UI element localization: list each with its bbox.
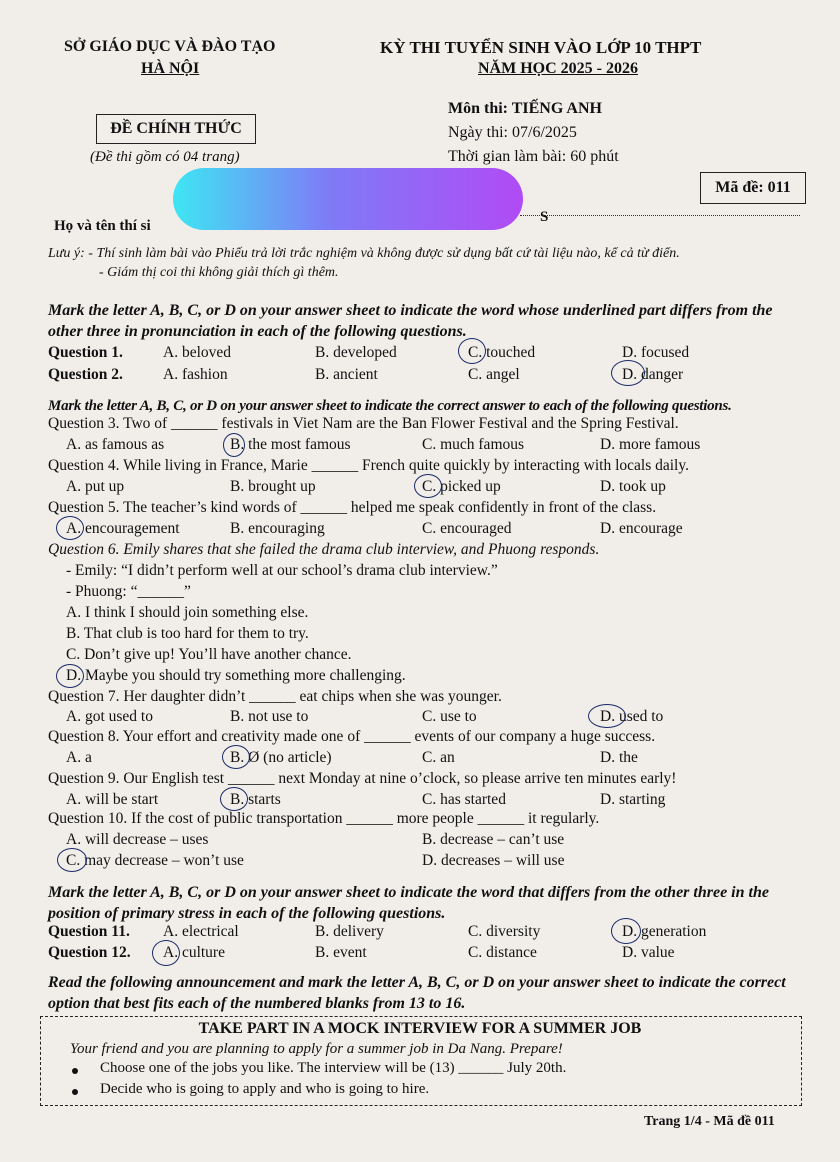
q5-option-d: D. encourage	[600, 520, 683, 537]
exam-date: Ngày thi: 07/6/2025	[448, 124, 577, 141]
question-5-stem: Question 5. The teacher’s kind words of ______ helped me speak confidently in front of the class.	[48, 499, 657, 516]
note-line-1: Lưu ý: - Thí sinh làm bài vào Phiếu trả lời trắc nghiệm và không được sử dụng bất cứ tài liệu nào, kể cả từ điển.	[48, 246, 680, 261]
q6-phuong-line: - Phuong: “______”	[66, 583, 191, 600]
q5-option-b: B. encouraging	[230, 520, 325, 537]
q7-option-a: A. got used to	[66, 708, 153, 725]
q11-option-c: C. diversity	[468, 923, 541, 940]
announcement-subtitle: Your friend and you are planning to apply for a summer job in Da Nang. Prepare!	[70, 1041, 563, 1057]
q8-option-a: A. a	[66, 749, 92, 766]
q2-option-c: C. angel	[468, 366, 520, 383]
redaction-mark	[173, 168, 523, 230]
answer-circle-q3	[223, 433, 245, 457]
answer-circle-q8	[222, 745, 250, 769]
q3-option-a: A. as famous as	[66, 436, 165, 453]
q5-option-c: C. encouraged	[422, 520, 512, 537]
q10-option-a: A. will decrease – uses	[66, 831, 209, 848]
q12-option-b: B. event	[315, 944, 367, 961]
q2-option-a: A. fashion	[163, 366, 228, 383]
q9-option-c: C. has started	[422, 791, 506, 808]
question-11-label: Question 11.	[48, 923, 130, 940]
q12-option-a: A. culture	[163, 944, 225, 961]
q5-option-a: A. encouragement	[66, 520, 180, 537]
question-9-stem: Question 9. Our English test ______ next Monday at nine o’clock, so please arrive ten minutes early!	[48, 770, 677, 787]
q8-option-b: B. Ø (no article)	[230, 749, 332, 766]
q6-option-a: A. I think I should join something else.	[66, 604, 309, 621]
answer-circle-q9	[220, 787, 248, 811]
question-4-stem: Question 4. While living in France, Marie ______ French quite quickly by interacting with locals daily.	[48, 457, 689, 474]
department-city: HÀ NỘI	[141, 60, 200, 77]
q4-option-c: C. picked up	[422, 478, 501, 495]
q11-option-b: B. delivery	[315, 923, 384, 940]
section1-instruction: Mark the letter A, B, C, or D on your answer sheet to indicate the word whose underlined part differs from the other three in pronunciation in each of the following questions.	[48, 302, 773, 340]
answer-circle-q2	[611, 360, 645, 386]
pages-note: (Đề thi gồm có 04 trang)	[90, 149, 240, 165]
q4-option-b: B. brought up	[230, 478, 316, 495]
q12-option-c: C. distance	[468, 944, 537, 961]
question-6-stem: Question 6. Emily shares that she failed the drama club interview, and Phuong responds.	[48, 541, 600, 558]
exam-code: Mã đề: 011	[700, 172, 806, 204]
q10-option-d: D. decreases – will use	[422, 852, 565, 869]
answer-circle-q4	[414, 474, 442, 498]
q3-option-c: C. much famous	[422, 436, 525, 453]
q8-option-c: C. an	[422, 749, 455, 766]
q7-option-c: C. use to	[422, 708, 477, 725]
page-footer: Trang 1/4 - Mã đề 011	[644, 1114, 775, 1129]
exam-title: KỲ THI TUYỂN SINH VÀO LỚP 10 THPT	[380, 38, 702, 57]
q9-option-b: B. starts	[230, 791, 281, 808]
answer-circle-q1	[458, 338, 486, 364]
q11-option-a: A. electrical	[163, 923, 239, 940]
answer-circle-q5	[56, 516, 84, 540]
department-name: SỞ GIÁO DỤC VÀ ĐÀO TẠO	[64, 38, 276, 55]
candidate-name-label: Họ và tên thí si	[54, 218, 151, 234]
bullet-dot-2	[72, 1089, 78, 1095]
q1-option-b: B. developed	[315, 344, 397, 361]
exam-duration: Thời gian làm bài: 60 phút	[448, 148, 619, 165]
q9-option-d: D. starting	[600, 791, 666, 808]
note-line-2: - Giám thị coi thi không giải thích gì thêm.	[99, 265, 339, 280]
candidate-number-label: S	[540, 209, 549, 225]
question-12-label: Question 12.	[48, 944, 131, 961]
section4-instruction: Read the following announcement and mark the letter A, B, C, or D on your answer sheet to indicate the correct option that best fits each of the numbered blanks from 13 to 16.	[48, 974, 786, 1012]
q7-option-d: D. used to	[600, 708, 664, 725]
q10-option-c: C. may decrease – won’t use	[66, 852, 244, 869]
q3-option-b: B. the most famous	[230, 436, 351, 453]
section3-instruction: Mark the letter A, B, C, or D on your answer sheet to indicate the word that differs from the other three in the position of primary stress in each of the following questions.	[48, 884, 769, 922]
q1-option-c: C. touched	[468, 344, 536, 361]
q6-option-b: B. That club is too hard for them to try.	[66, 625, 309, 642]
answer-circle-q11	[611, 918, 641, 944]
answer-circle-q12	[152, 940, 180, 966]
school-year: NĂM HỌC 2025 - 2026	[478, 60, 638, 77]
q2-option-d: D. danger	[622, 366, 684, 383]
section2-instruction: Mark the letter A, B, C, or D on your answer sheet to indicate the correct answer to each of the following questions.	[48, 398, 732, 414]
question-8-stem: Question 8. Your effort and creativity made one of ______ events of our company a huge success.	[48, 728, 656, 745]
question-1-label: Question 1.	[48, 344, 123, 361]
q4-option-a: A. put up	[66, 478, 125, 495]
q10-option-b: B. decrease – can’t use	[422, 831, 565, 848]
q6-option-c: C. Don’t give up! You’ll have another chance.	[66, 646, 352, 663]
q2-option-b: B. ancient	[315, 366, 378, 383]
bullet-dot-1	[72, 1068, 78, 1074]
q6-emily-line: - Emily: “I didn’t perform well at our school’s drama club interview.”	[66, 562, 498, 579]
q12-option-d: D. value	[622, 944, 675, 961]
q11-option-d: D. generation	[622, 923, 707, 940]
answer-circle-q10	[57, 848, 87, 872]
candidate-number-dots	[520, 215, 800, 216]
question-10-stem: Question 10. If the cost of public transportation ______ more people ______ it regularly.	[48, 810, 600, 827]
q4-option-d: D. took up	[600, 478, 666, 495]
q6-option-d: D. Maybe you should try something more challenging.	[66, 667, 406, 684]
announcement-bullet-2: Decide who is going to apply and who is going to hire.	[100, 1081, 430, 1097]
q3-option-d: D. more famous	[600, 436, 701, 453]
q1-option-a: A. beloved	[163, 344, 232, 361]
subject-line: Môn thi: TIẾNG ANH	[448, 100, 602, 117]
answer-circle-q7	[588, 704, 626, 728]
q7-option-b: B. not use to	[230, 708, 309, 725]
announcement-title: TAKE PART IN A MOCK INTERVIEW FOR A SUMMER JOB	[198, 1020, 642, 1037]
answer-circle-q6	[56, 664, 84, 688]
announcement-bullet-1: Choose one of the jobs you like. The interview will be (13) ______ July 20th.	[100, 1060, 567, 1076]
official-label: ĐỀ CHÍNH THỨC	[96, 114, 256, 144]
question-2-label: Question 2.	[48, 366, 123, 383]
q9-option-a: A. will be start	[66, 791, 159, 808]
q8-option-d: D. the	[600, 749, 638, 766]
question-7-stem: Question 7. Her daughter didn’t ______ eat chips when she was younger.	[48, 688, 502, 705]
question-3-stem: Question 3. Two of ______ festivals in Viet Nam are the Ban Flower Festival and the Spring Festival.	[48, 415, 679, 432]
q1-option-d: D. focused	[622, 344, 690, 361]
